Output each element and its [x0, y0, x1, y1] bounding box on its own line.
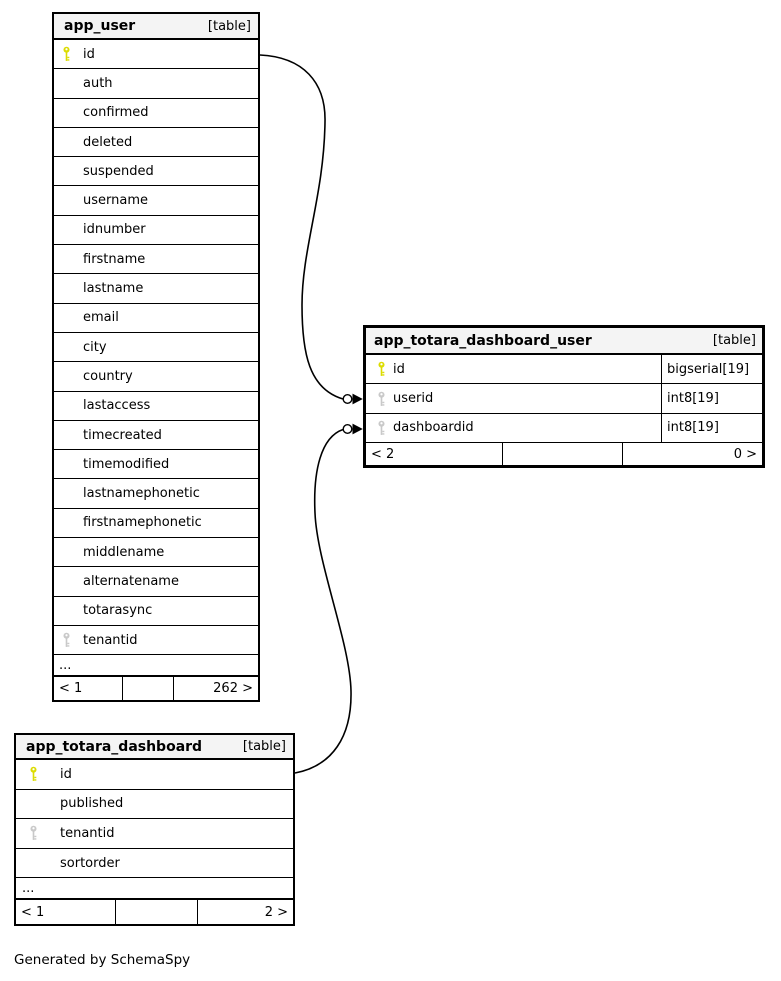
arrowhead-icon [353, 394, 363, 405]
column-row-id [366, 355, 762, 384]
column-name: firstname [83, 251, 146, 267]
relationship-line [260, 55, 343, 399]
column-row-middlename [54, 538, 258, 567]
table-app-totara-dashboard [14, 733, 295, 926]
column-name: tenantid [83, 632, 138, 648]
footer-spacer [123, 677, 174, 700]
column-row-deleted [54, 128, 258, 157]
footer-spacer [503, 443, 623, 465]
row-count[interactable]: 0 > [733, 446, 757, 462]
row-count[interactable]: 2 > [264, 904, 288, 920]
column-type: bigserial[19] [661, 355, 762, 383]
column-name: tenantid [60, 825, 115, 841]
column-row-published [16, 790, 293, 820]
column-row-confirmed [54, 99, 258, 128]
foreign-key-icon [29, 825, 60, 841]
column-name: lastname [83, 281, 144, 297]
column-row-suspended [54, 157, 258, 186]
column-name: id [60, 766, 72, 782]
table-header-app-user[interactable] [54, 14, 258, 40]
column-row-sortorder [16, 849, 293, 879]
column-row-city [54, 333, 258, 362]
table-app-user [52, 12, 260, 702]
column-row-username [54, 186, 258, 215]
column-name: published [60, 796, 124, 812]
column-row-email [54, 304, 258, 333]
column-type: int8[19] [661, 414, 762, 442]
column-name: lastnamephonetic [83, 486, 200, 502]
column-row-tenantid [54, 626, 258, 655]
relationship-line [295, 430, 351, 774]
column-row-timemodified [54, 450, 258, 479]
column-name: id [393, 361, 405, 377]
column-name: suspended [83, 163, 154, 179]
related-tables-count[interactable]: < 1 [16, 900, 116, 924]
row-count[interactable]: 262 > [213, 681, 253, 697]
column-name: timemodified [83, 456, 170, 472]
column-name: lastaccess [83, 398, 151, 414]
table-footer [16, 900, 293, 924]
foreign-key-icon [62, 632, 83, 648]
table-footer [54, 677, 258, 700]
column-type: int8[19] [661, 384, 762, 412]
column-row-lastname [54, 274, 258, 303]
column-row-userid [366, 384, 762, 413]
column-row-id [16, 760, 293, 790]
column-name: dashboardid [393, 420, 474, 436]
column-name: alternatename [83, 573, 179, 589]
table-name: app_totara_dashboard_user [374, 332, 592, 349]
foreign-key-icon [377, 391, 393, 407]
column-name: username [83, 193, 148, 209]
table-header-app-totara-dashboard-user[interactable] [366, 328, 762, 355]
column-name: totarasync [83, 603, 153, 619]
generated-by-text: Generated by SchemaSpy [14, 952, 191, 968]
column-name: confirmed [83, 105, 149, 121]
footer-spacer [116, 900, 198, 924]
column-row-id [54, 40, 258, 69]
column-row-tenantid [16, 819, 293, 849]
column-name: deleted [83, 134, 133, 150]
column-name: city [83, 339, 107, 355]
relationship-appuser-id-to-dashboarduser-userid [260, 55, 363, 404]
related-tables-count[interactable]: < 2 [366, 443, 503, 465]
column-row-timecreated [54, 421, 258, 450]
table-header-app-totara-dashboard[interactable] [16, 735, 293, 760]
column-row-totarasync [54, 597, 258, 626]
column-name: country [83, 368, 133, 384]
column-row-firstname [54, 245, 258, 274]
primary-key-icon [29, 766, 60, 782]
primary-key-icon [62, 46, 83, 62]
table-badge: [table] [207, 18, 251, 34]
table-name: app_totara_dashboard [26, 738, 203, 755]
column-row-firstnamephonetic [54, 509, 258, 538]
column-name: auth [83, 75, 113, 91]
column-name: id [83, 46, 95, 62]
column-row-lastnamephonetic [54, 479, 258, 508]
related-tables-count[interactable]: < 1 [54, 677, 123, 700]
column-row-alternatename [54, 567, 258, 596]
column-name: middlename [83, 544, 165, 560]
arrowhead-icon [353, 424, 363, 435]
zero-or-one-circle-icon [343, 395, 352, 404]
relationship-dashboard-id-to-dashboarduser-dashboardid [295, 424, 363, 773]
column-row-country [54, 362, 258, 391]
more-columns-indicator[interactable]: ... [54, 655, 258, 677]
column-row-idnumber [54, 216, 258, 245]
column-name: timecreated [83, 427, 162, 443]
table-footer [366, 443, 762, 465]
column-name: firstnamephonetic [83, 515, 202, 531]
table-app-totara-dashboard-user [363, 325, 765, 468]
table-badge: [table] [712, 333, 756, 348]
column-name: sortorder [60, 855, 120, 871]
more-columns-indicator[interactable]: ... [16, 878, 293, 900]
table-name: app_user [64, 18, 136, 34]
primary-key-icon [377, 361, 393, 377]
column-row-lastaccess [54, 392, 258, 421]
column-name: idnumber [83, 222, 146, 238]
zero-or-one-circle-icon [343, 425, 352, 434]
table-badge: [table] [242, 739, 286, 754]
column-name: userid [393, 391, 434, 407]
column-row-dashboardid [366, 414, 762, 443]
foreign-key-icon [377, 420, 393, 436]
column-name: email [83, 310, 119, 326]
column-row-auth [54, 69, 258, 98]
